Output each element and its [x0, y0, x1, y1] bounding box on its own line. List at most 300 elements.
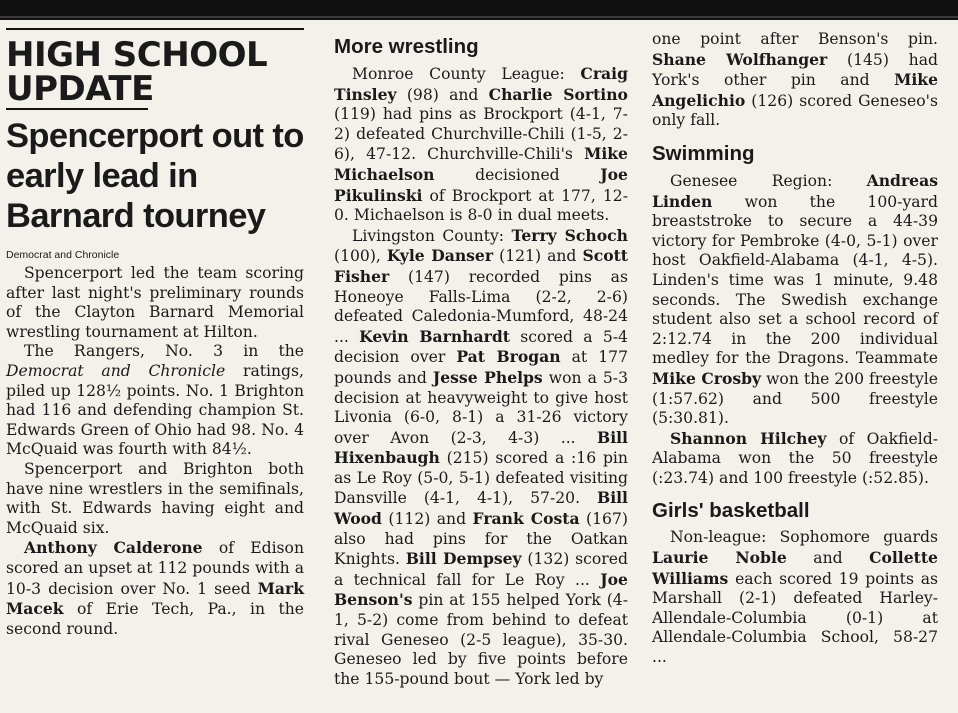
text-run — [491, 631, 502, 649]
text-run — [355, 145, 366, 163]
text-run: to — [554, 611, 571, 630]
text-run — [478, 86, 488, 104]
text-run: and — [436, 510, 467, 529]
text-run — [507, 530, 526, 548]
text-run: scored — [495, 449, 549, 468]
text-run: ... — [560, 428, 576, 447]
text-run — [573, 145, 584, 163]
text-run — [540, 268, 559, 286]
text-run: led — [555, 669, 580, 688]
text-run: host — [594, 388, 628, 407]
text-run — [483, 408, 495, 426]
text-run: of Erie Tech, Pa., in the second round. — [6, 600, 304, 638]
text-run: as — [610, 267, 628, 286]
text-run: (147) — [408, 267, 450, 286]
text-run: at — [571, 348, 588, 367]
kicker-line-1: HIGH SCHOOL — [6, 35, 268, 75]
text-run: victory — [573, 408, 628, 427]
text-run: five — [477, 650, 507, 669]
text-run: meets. — [556, 206, 610, 225]
text-run: had — [384, 529, 414, 548]
text-run: come — [396, 611, 439, 630]
text-run: Geneseo — [381, 630, 449, 649]
text-run: (126) — [751, 91, 794, 110]
text-run: York — [515, 669, 551, 688]
athlete-name: Shannon Hilchey — [670, 428, 827, 448]
text-run: Brockport — [483, 105, 563, 124]
athlete-name: Joe — [600, 164, 628, 184]
athlete-name: Collette Williams — [652, 548, 938, 588]
text-run — [466, 530, 485, 548]
text-run: fall — [436, 570, 462, 589]
text-run: (1-5, — [570, 124, 607, 143]
text-run: to — [533, 388, 550, 407]
text-run — [539, 429, 560, 447]
athlete-name: Pikulinski — [334, 185, 423, 205]
text-run — [413, 65, 429, 83]
text-run — [504, 227, 511, 245]
text-run: Oatkan — [570, 529, 628, 548]
text-run — [889, 51, 909, 69]
text-run: 57-20. — [530, 489, 581, 508]
text-run — [429, 429, 450, 447]
text-run: over — [410, 348, 446, 367]
text-run — [827, 51, 847, 69]
text-run — [580, 489, 597, 507]
text-run: one — [652, 30, 681, 48]
text-run: ratings, piled up 128½ points. No. 1 Brighton had 116 and defending champion St. Edwards Green of Ohio had 98. No. 4 McQuaid was fourth with 84½. — [6, 361, 304, 459]
text-run: dual — [517, 206, 552, 225]
athlete-name: Angelichio — [652, 90, 746, 110]
story-body — [6, 264, 304, 639]
text-run — [766, 71, 790, 89]
text-run: Democrat and Chronicle — [6, 361, 226, 380]
text-run — [494, 571, 504, 589]
text-run: of Edison scored an upset at 112 pounds with a 10-3 decision over No. 1 seed — [6, 539, 304, 598]
text-run: County — [429, 65, 486, 83]
wrestling-body — [334, 64, 628, 689]
text-run: defeated — [356, 124, 426, 143]
text-run: only — [652, 111, 686, 130]
text-run: recorded — [468, 267, 541, 286]
paragraph — [652, 171, 938, 429]
text-run: in — [497, 206, 513, 225]
athlete-name: Tinsley — [334, 84, 397, 104]
text-run — [510, 328, 520, 346]
text-run — [567, 631, 578, 649]
text-run — [467, 650, 478, 668]
text-run — [593, 328, 603, 346]
text-run: Livingston — [352, 226, 435, 245]
text-run: 5-1) — [458, 468, 491, 487]
text-run: :16 — [571, 449, 597, 468]
wrestling-continued — [652, 30, 938, 131]
text-run: (112) — [388, 510, 431, 529]
text-run — [506, 650, 517, 668]
text-run — [416, 145, 427, 163]
text-run — [402, 650, 413, 668]
text-run: 2-6), — [334, 124, 628, 164]
text-run: (145) — [847, 50, 889, 69]
text-run: pins — [432, 529, 466, 548]
text-run: as — [459, 105, 477, 124]
text-run — [563, 105, 570, 123]
text-run: Le — [356, 468, 377, 487]
text-run: 155-pound — [364, 669, 449, 688]
paragraph — [6, 538, 304, 639]
text-run: York's — [652, 71, 700, 90]
subhead-girls-basketball: Girls' basketball — [652, 499, 810, 523]
text-run — [741, 30, 761, 48]
text-run: decision — [334, 348, 400, 367]
text-run — [399, 348, 410, 366]
text-run: also — [334, 529, 366, 548]
text-run: and — [840, 71, 870, 90]
text-run: had — [908, 50, 938, 69]
text-run: Monroe — [352, 65, 414, 83]
athlete-name — [553, 85, 564, 104]
athlete-name: Bill — [597, 488, 628, 508]
text-run — [349, 611, 357, 629]
text-run — [486, 65, 502, 83]
text-run: defeated — [334, 307, 403, 326]
text-run: (2-2, — [535, 287, 572, 306]
text-run: (2-3, — [450, 428, 487, 447]
text-run: by — [447, 650, 467, 669]
text-run: visiting — [569, 468, 628, 487]
text-run — [870, 71, 894, 89]
text-run — [450, 268, 469, 286]
text-run — [798, 30, 818, 48]
text-run — [576, 429, 597, 447]
top-rule-bar — [0, 0, 958, 20]
kicker-line-2: UPDATE — [6, 69, 154, 109]
column-1 — [6, 28, 304, 639]
column-2 — [334, 30, 628, 689]
athlete-name: Pat — [456, 347, 485, 367]
text-run — [513, 489, 530, 507]
text-run: won — [548, 368, 582, 387]
text-run: helped — [506, 591, 560, 610]
text-run: won the 200 freestyle (1:57.62) and 500 freestyle (5:30.81). — [652, 369, 939, 428]
text-run: 2-6) — [596, 287, 628, 306]
text-run: 8-0 — [467, 206, 493, 225]
text-run: (4-1, — [423, 489, 460, 508]
text-run: 7-2) — [334, 105, 628, 143]
text-run: pin — [790, 71, 816, 90]
text-run: from — [446, 611, 484, 630]
text-run: pin — [418, 591, 444, 610]
text-run: 12-0. — [334, 186, 628, 225]
athlete-name: Mike — [894, 70, 938, 90]
text-run: Churchville-Chili — [431, 124, 565, 143]
athlete-name: Mark Macek — [6, 578, 304, 619]
athlete-name: Craig — [580, 64, 628, 83]
swimming-body — [652, 171, 938, 489]
text-run: (5-0, — [417, 468, 454, 487]
text-run: for — [471, 570, 495, 589]
athlete-name: Barnhardt — [419, 326, 510, 346]
text-run: (100), — [334, 247, 381, 266]
text-run — [445, 187, 452, 205]
text-run — [366, 530, 385, 548]
text-run: (132) — [527, 550, 570, 569]
text-run — [561, 348, 572, 366]
text-run: The Rangers, No. 3 in the — [24, 342, 304, 361]
text-run — [596, 449, 603, 467]
text-run: defeated — [495, 468, 565, 487]
text-run: 47-12. — [366, 145, 417, 164]
text-run — [564, 449, 571, 467]
text-run: and — [397, 368, 427, 387]
text-run — [548, 449, 555, 467]
text-run: 4-1), — [476, 489, 514, 508]
text-run: the — [526, 529, 552, 548]
text-run: Spencerport and Brighton both have nine wrestlers in the semifinals, with St. Edwards having eight and McQuaid six. — [6, 459, 304, 537]
athlete-name: Laurie Noble — [652, 548, 787, 568]
text-run: other — [723, 71, 767, 90]
text-run: (2-5 — [460, 630, 492, 649]
text-run — [592, 268, 611, 286]
text-run: 155 — [470, 591, 501, 610]
text-run: Livonia — [334, 408, 392, 427]
text-run — [403, 307, 412, 325]
athlete-name: Benson's — [334, 590, 413, 610]
text-run — [606, 105, 613, 123]
text-run: Falls-Lima — [428, 287, 511, 306]
text-run: of Oakfield-Alabama won the 50 freestyle (:23.74) and 100 freestyle (:52.85). — [652, 429, 938, 487]
text-run: pins — [558, 267, 592, 286]
athlete-name: Anthony Calderone — [24, 538, 203, 558]
text-run — [343, 571, 353, 589]
text-run — [487, 429, 508, 447]
text-run — [349, 328, 359, 346]
text-run: and — [786, 549, 870, 568]
text-run: (4-1, — [334, 591, 628, 630]
paragraph — [6, 460, 304, 538]
text-run: decisioned — [475, 165, 560, 184]
text-run — [397, 86, 407, 104]
text-run — [426, 571, 436, 589]
text-run: Spencerport led the team scoring after last night's preliminary rounds of the Clayton Barnard Memorial wrestling tournament at Hilton. — [6, 264, 304, 341]
text-run: pounds — [334, 368, 392, 387]
athlete-name: Sortino — [563, 84, 628, 104]
athlete-name: Brogan — [496, 347, 561, 367]
text-run: Caledonia-Mumford, — [411, 307, 575, 326]
athlete-name — [409, 327, 420, 346]
text-run: 35-30. — [578, 630, 628, 649]
athlete-name: Frank — [472, 509, 524, 529]
text-run: scored — [799, 91, 853, 110]
kicker-rule — [6, 28, 304, 30]
paragraph — [334, 226, 628, 690]
athlete-name — [557, 226, 565, 245]
byline-credit: Democrat and Chronicle — [6, 249, 120, 261]
text-run — [574, 307, 583, 325]
text-run: over — [334, 428, 369, 447]
text-run — [439, 86, 449, 104]
text-run — [816, 71, 840, 89]
text-run: (4-1, — [569, 105, 606, 124]
text-run: (98) — [406, 85, 439, 104]
text-run — [681, 30, 701, 48]
text-run — [404, 288, 429, 306]
text-run: Benson's — [817, 30, 889, 48]
athlete-name: Kyle — [386, 246, 425, 266]
text-run: 177, — [561, 186, 596, 205]
text-run: and — [449, 85, 479, 104]
text-run: 5-4 — [602, 327, 628, 346]
text-run: points — [517, 650, 566, 669]
text-run: Honeoye — [334, 287, 404, 306]
athlete-name — [524, 509, 531, 528]
text-run — [565, 571, 575, 589]
text-run — [437, 650, 448, 668]
text-run: league), — [502, 630, 567, 649]
text-run: led — [412, 650, 437, 669]
text-run: decision — [334, 388, 400, 407]
text-run: York — [565, 591, 601, 610]
text-run — [566, 650, 577, 668]
text-run — [587, 348, 598, 366]
athlete-name: Schoch — [564, 225, 628, 245]
text-run — [590, 571, 600, 589]
text-run: each scored 19 points as Marshall (2-1) defeated Harley-Allendale-Columbia (0-1) at Allendale-Columbia School, 58-27 ... — [652, 569, 938, 667]
text-run: 4-3) — [508, 428, 540, 447]
text-run — [392, 408, 404, 426]
text-run: of — [429, 186, 445, 205]
headline: Spencerport out to early lead in Barnard tourney — [6, 117, 304, 235]
text-run: 8-1) — [452, 408, 484, 427]
text-run: technical — [353, 570, 426, 589]
text-run: as — [334, 468, 352, 487]
text-run: Geneseo's — [858, 91, 938, 110]
text-run: scored — [575, 550, 628, 569]
text-run: 5-2) — [357, 611, 389, 630]
text-run: 48-24 — [583, 307, 628, 326]
text-run: by — [584, 669, 604, 688]
athlete-name: Wood — [334, 509, 382, 529]
text-run: behind — [492, 611, 547, 630]
athlete-name: Fisher — [334, 266, 390, 286]
text-run: (167) — [586, 510, 628, 529]
text-run: Genesee Region: — [670, 171, 867, 190]
text-run: — — [494, 669, 511, 688]
paragraph — [6, 342, 304, 460]
athlete-name: Jesse — [432, 367, 478, 387]
text-run: at — [538, 186, 554, 205]
athlete-name: Terry — [511, 225, 557, 245]
text-run: Knights. — [334, 550, 400, 569]
text-run: the — [334, 669, 360, 688]
text-run: fall. — [690, 111, 721, 130]
text-run — [565, 65, 581, 83]
text-run — [596, 187, 603, 205]
text-run: Geneseo — [334, 650, 402, 669]
text-run: Avon — [390, 428, 430, 447]
text-run: 31-26 — [516, 408, 562, 427]
athlete-name: Scott — [582, 246, 629, 266]
text-run — [573, 328, 583, 346]
text-run: for — [484, 529, 508, 548]
athlete-name: Joe — [600, 569, 628, 589]
athlete-name: Kevin — [359, 326, 409, 346]
text-run: Non-league: Sophomore guards — [670, 528, 938, 547]
athlete-name: Charlie — [488, 84, 553, 104]
text-run: a — [583, 327, 593, 346]
text-run: scored — [520, 327, 574, 346]
text-run: pins — [419, 105, 453, 124]
athlete-name: Mike Crosby — [652, 368, 762, 388]
text-run — [572, 288, 597, 306]
text-run — [440, 449, 447, 467]
text-run: a — [334, 570, 344, 589]
text-run: 177 — [598, 348, 628, 367]
text-run — [552, 530, 571, 548]
column-3 — [652, 30, 938, 668]
subhead-more-wrestling: More wrestling — [334, 35, 479, 58]
text-run — [700, 71, 724, 89]
text-run: Roy — [534, 570, 565, 589]
athlete-name — [706, 50, 726, 69]
text-run — [369, 429, 390, 447]
text-run — [449, 631, 460, 649]
text-run: and — [547, 247, 577, 266]
text-run — [422, 187, 429, 205]
text-run: point — [700, 30, 741, 48]
text-run — [407, 489, 424, 507]
text-run: at — [449, 591, 465, 610]
text-run: give — [555, 388, 589, 407]
text-run: Roy — [381, 468, 412, 487]
paragraph — [652, 429, 938, 489]
athlete-name: Mike — [584, 144, 628, 164]
text-run: pin — [602, 449, 628, 468]
text-run — [562, 408, 574, 426]
text-run: (215) — [446, 449, 489, 468]
athlete-name: Andreas Linden — [652, 170, 938, 211]
subhead-swimming: Swimming — [652, 141, 755, 165]
text-run: Churchville-Chili's — [427, 145, 573, 164]
paragraph — [652, 30, 938, 131]
text-run: (119) — [334, 105, 376, 124]
text-run: a — [554, 449, 565, 468]
text-run — [440, 408, 452, 426]
paragraph — [6, 264, 304, 342]
text-run: won the 100-yard breaststroke to secure a 44-39 victory for Pembroke (4-0, 5-1) over host Oakfield-Alabama (4-1, 4-5). Linden's time was 1 minute, 9.48 seconds. The Swedish exchange student also set a school record of 2:12.74 in the 200 individual medley for the Dragons. Teammate — [652, 192, 938, 368]
basketball-body — [652, 528, 938, 667]
text-run: League: — [501, 65, 565, 83]
athlete-name: Danser — [431, 246, 494, 266]
text-run: ... — [334, 327, 349, 346]
text-run: bout — [453, 669, 490, 688]
text-run — [445, 348, 456, 366]
athlete-name: Shane — [652, 49, 706, 69]
athlete-name: Costa — [530, 509, 580, 529]
athlete-name — [485, 347, 497, 366]
athlete-name: Phelps — [484, 367, 543, 387]
text-run: is — [449, 206, 463, 225]
paragraph — [334, 64, 628, 226]
athlete-name: Bill — [597, 427, 628, 447]
text-run — [510, 288, 535, 306]
text-run — [888, 30, 908, 48]
text-run — [414, 530, 433, 548]
text-run — [438, 611, 446, 629]
text-run: a — [495, 408, 505, 427]
text-run: at — [405, 388, 422, 407]
text-run: a — [587, 368, 597, 387]
